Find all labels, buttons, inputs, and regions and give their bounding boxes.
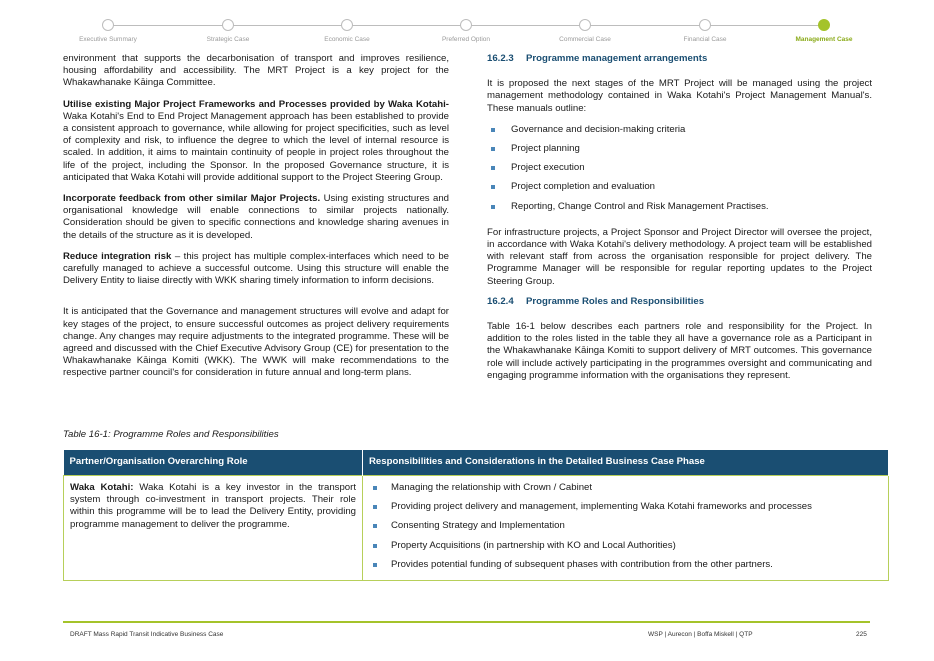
paragraph [63, 251, 449, 288]
paragraph-text: – this project has multiple complex-interfaces which need to be carefully managed to achieve a successful outcome. Using this structure will enable the Delivery Entity to liaise directly with WKK sharing timely information to inform decisions. [63, 250, 450, 287]
footer-document-title: DRAFT Mass Rapid Transit Indicative Business Case [70, 631, 224, 638]
section-title: Programme management arrangements [526, 53, 708, 64]
step-label: Commercial Case [559, 36, 611, 43]
column-header: Responsibilities and Considerations in the Detailed Business Case Phase [363, 450, 889, 476]
paragraph-text: Table 16-1 below describes each partners role and responsibility for the Project. In addition to the roles listed in the table they all have a governance role as a Participant in the Whakawhanake Kāinga Komiti to support delivery of MRT outcomes. This governance role will include actively participating in the programmes oversight and communicating and engaging programme information with the organisations they represent. [487, 321, 872, 381]
section-number: 16.2.4 [487, 295, 514, 307]
paragraph [487, 321, 872, 382]
list-item: Project completion and evaluation [487, 181, 872, 193]
paragraph-text: Waka Kotahi's End to End Project Management approach has been established to provide a consistent approach to governance, while allowing for project specificities, such as level of complexity and risk, to influence the degree to which the level of internal resource is scaled. In addition, it aims to maintain continuity of people in project roles throughout the life of the project, including the Sponsor. In the proposed Governance structure, it is anticipated that Waka Kotahi will provide additional support to the Project Steering Group. [63, 110, 449, 183]
step-label: Strategic Case [206, 36, 250, 43]
partner-name: Waka Kotahi: [70, 482, 134, 493]
paragraph-text: Using existing structures and organisational knowledge will enable connections to similar projects nationally. Consideration should be given to specific connections and knowledge sharing avenues in the details of the structure as it is developed. [63, 193, 449, 241]
paragraph [63, 99, 449, 184]
paragraph [63, 193, 449, 242]
paragraph [63, 306, 449, 379]
table-header-row [64, 450, 889, 476]
footer-divider [63, 621, 870, 623]
step-financial-case[interactable] [645, 18, 765, 43]
step-management-case[interactable] [764, 18, 884, 43]
list-item: Property Acquisitions (in partnership with KO and Local Authorities) [369, 540, 882, 552]
page-number: 225 [856, 631, 867, 638]
responsibilities-cell [363, 476, 889, 581]
section-number: 16.2.3 [487, 53, 514, 64]
step-economic-case[interactable] [287, 18, 407, 43]
section-heading-16-2-3 [487, 53, 872, 65]
paragraph [487, 78, 872, 115]
step-label: Preferred Option [441, 36, 491, 43]
left-column [63, 53, 449, 389]
paragraph [63, 53, 449, 90]
step-label: Management Case [795, 36, 853, 43]
paragraph-lead: Reduce integration risk [63, 250, 172, 262]
list-item: Managing the relationship with Crown / Cabinet [369, 482, 882, 494]
step-dot [579, 19, 591, 31]
paragraph-text: It is proposed the next stages of the MRT Project will be managed using the project management methodology contained in Waka Kotahi's Project Management Manual's. These manuals outline: [487, 78, 872, 114]
partner-cell [64, 476, 363, 581]
paragraph-lead: Utilise existing Major Project Frameworks and Processes provided by Waka Kotahi- [63, 98, 449, 110]
step-dot [341, 19, 353, 31]
section-heading-16-2-4 [487, 296, 872, 308]
partner-role: Waka Kotahi is a key investor in the transport system through co-investment in transport projects. Their role within this programme will be to lead the Delivery Entity, providing programme management to deliver the programme. [70, 482, 356, 530]
right-column [487, 53, 872, 391]
case-progress-bar [62, 18, 870, 48]
step-dot [102, 19, 114, 31]
column-header: Partner/Organisation Overarching Role [64, 450, 363, 476]
list-item: Provides potential funding of subsequent phases with contribution from the other partners. [369, 559, 882, 571]
table-caption: Table 16-1: Programme Roles and Responsibilities [63, 429, 279, 440]
list-item: Reporting, Change Control and Risk Management Practises. [487, 201, 872, 213]
step-label: Executive Summary [79, 36, 137, 43]
step-preferred-option[interactable] [406, 18, 526, 43]
paragraph-text: It is anticipated that the Governance and management structures will evolve and adapt for key stages of the project, to ensure successful outcomes as project delivery requirements change. Any changes may require adjustments to the integrated programme. These will be agreed and discussed with the Chief Executive Advisory Group (CE) for presentation to the Whakawhanake Kāinga Komiti (WKK). The WWK will make recommendations to the respective partner council's for consideration in future annual and long-term plans. [63, 306, 449, 379]
paragraph-text: For infrastructure projects, a Project Sponsor and Project Director will oversee the project, in accordance with Waka Kotahi's delivery methodology. A project team will be established with relevant staff from across the organisation responsible for project delivery. The Programme Manager will be responsible for regular reporting updates to the Project Steering Group. [487, 226, 872, 287]
list-item: Project execution [487, 162, 872, 174]
list-item: Providing project delivery and management, implementing Waka Kotahi frameworks and processes [369, 501, 882, 513]
paragraph [487, 227, 872, 288]
list-item: Project planning [487, 143, 872, 155]
step-dot [460, 19, 472, 31]
list-item: Consenting Strategy and Implementation [369, 520, 882, 532]
step-label: Financial Case [683, 36, 727, 43]
bullet-list [487, 124, 872, 213]
footer-authors: WSP | Aurecon | Boffa Miskell | QTP [648, 631, 753, 638]
step-dot [699, 19, 711, 31]
paragraph-lead: Incorporate feedback from other similar Major Projects. [63, 193, 321, 205]
step-executive-summary[interactable] [48, 18, 168, 43]
step-commercial-case[interactable] [525, 18, 645, 43]
step-dot-active [818, 19, 830, 31]
table-row [64, 476, 889, 581]
roles-table [63, 450, 889, 581]
paragraph-text: environment that supports the decarbonisation of transport and improves resilience, housing affordability and accessibility. The MRT Project is a key project for the Whakawhanake Kāinga Committee. [63, 53, 449, 89]
list-item: Governance and decision-making criteria [487, 124, 872, 136]
responsibilities-list [369, 482, 882, 571]
step-strategic-case[interactable] [168, 18, 288, 43]
step-dot [222, 19, 234, 31]
section-title: Programme Roles and Responsibilities [526, 295, 705, 307]
step-label: Economic Case [324, 36, 370, 43]
